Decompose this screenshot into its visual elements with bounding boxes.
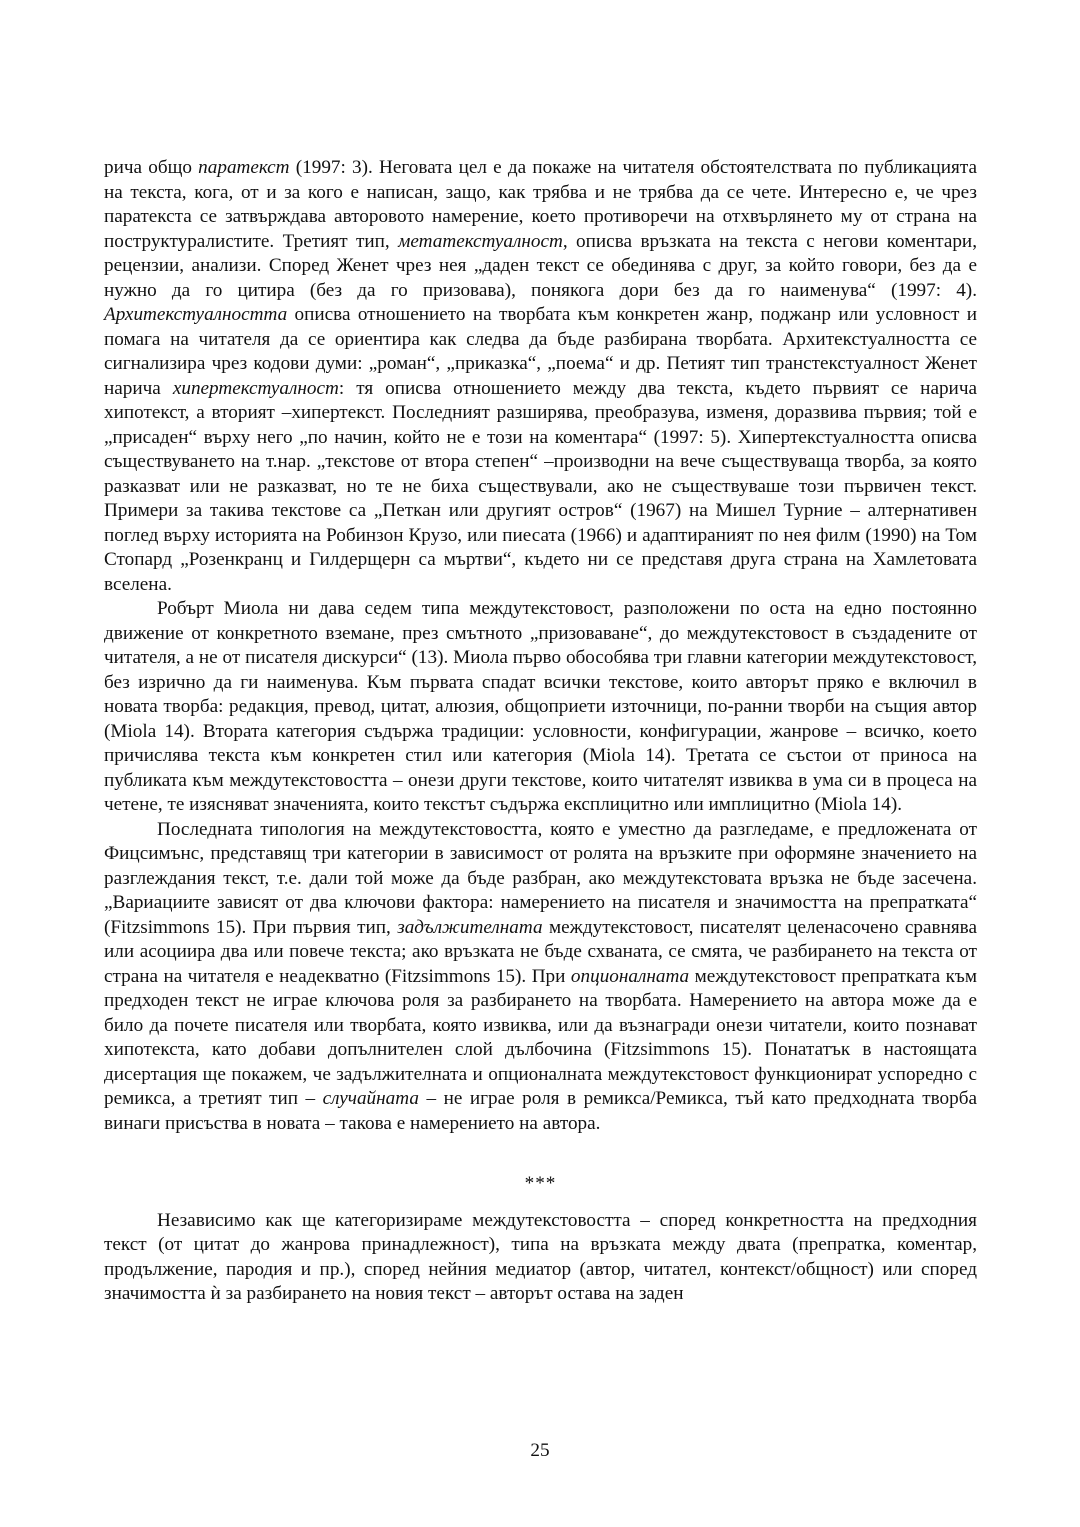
paragraph-4: Независимо как ще категоризираме междутекстовостта – според конкретността на предходния текст (от цитат до жанрова принадлежност), типа на връзката между двата (препратка, коментар, продължение, пародия и пр.), според нейния медиатор (автор, читател, контекст/общност) или според значимостта ѝ за разбирането на новия текст – авторът остава на заден [104,1209,977,1304]
italic-term: задължителната [397,916,543,938]
text-segment: междутекстовост, писателят целенасочено сравнява или асоциира два или повече текста; ако връзката не бъде схваната, се смята, че разбирането на текста от страна на читателя е неадекватно (Fitzsimmons 15). При [104,916,977,987]
italic-term: паратекст [198,157,290,178]
text-segment: описва отношението на творбата към конкретен жанр, поджанр или условност и помага на читателя да се ориентира как следва да бъде разбирана творбата. Архитекстуалността се сигнализира чрез кодови думи: „роман“, „приказка“, „поема“ и др. Петият тип транстекстуалност Женет нарича [104,304,977,399]
text-segment: междутекстовост препратката към предходен текст не играе ключова роля за разбирането на творбата. Намерението на автора може да е било да почете писателя или творбата, която извиква, или да възнагради онези читатели, които познават хипотекста, като добави допълнителен слой дълбочина (Fitzsimmons 15). Понататък в настоящата дисертация ще покажем, че задължителната и опционалната междутекстовост функционират успоредно с ремикса, а третият тип – [104,965,977,1109]
paragraph-1 [104,156,977,597]
text-segment: – не играе роля в ремикса/Ремикса, тъй като предходната творба винаги присъства в новата – такова е намерението на автора. [104,1088,977,1134]
text-segment: : тя описва отношението между два текста, където първият се нарича хипотекст, а вторият –хипертекст. Последният разширява, преобразува, изменя, доразвива първия; той е „присаден“ върху него „по начин, който не е този на коментара“ (1997: 5). Хипертекстуалността описва съществуването на т.нар. „текстове от втора степен“ –производни на вече съществуваща творба, за която разказват или не разказват, но те не биха съществували, ако не съществуваше този първичен текст. Примери за такива текстове са „Петкан или другият остров“ (1967) на Мишел Турние – алтернативен поглед върху историята на Робинзон Крузо, или пиесата (1966) и адаптираният по нея филм (1990) на Том Стопард „Розенкранц и Гилдерщерн са мъртви“, където ни се представя друга страна на Хамлетовата вселена. [104,377,977,595]
text-segment: (1997: 3). Неговата цел е да покаже на читателя обстоятелствата по публикацията на текста, кога, от и за кого е написан, защо, как трябва и не трябва да се чете. Интересно е, че чрез паратекста се затвърждава авторовото намерение, което противоречи на отхвърлянето му от страна на поструктуралистите. Третият тип, [104,157,977,252]
italic-term: случайната [322,1088,419,1109]
text-segment: , описва връзката на текста с негови коментари, рецензии, анализи. Според Женет чрез нея „даден текст се обединява с друг, за който говори, без да е нужно да го цитира (без да го призовава), понякога дори без да го наименува“ (1997: 4). [104,230,977,301]
page-body [104,156,977,1307]
italic-term: метатекстуалност [398,230,563,252]
section-separator: *** [524,1173,557,1194]
paragraph-3 [104,818,977,1137]
paragraph-2 [104,597,977,818]
text-segment: Робърт Миола ни дава седем типа междутекстовост, разположени по оста на едно постоянно движение от конкретното вземане, през смътното „призоваване“, до междутекстовост в създадените от читателя, а не от писателя дискурси“ (13). Миола първо обособява три главни категории междутекстовост, без изрично да ги наименува. Към първата спадат всички текстове, които авторът пряко е включил в новата творба: редакция, превод, цитат, алюзия, общоприети източници, по-ранни творби на същия автор (Miola 14). Втората категория съдържа традиции: условности, конфигурации, жанрове – всичко, което причислява текста към конкретен стил или категория (Miola 14). Третата се състои от приноса на публиката към междутекстовостта – онези други текстове, които читателят извиква в ума си в процеса на четене, те изясняват значенията, които текстът съдържа експлицитно или имплицитно (Miola 14). [104,598,977,815]
italic-term: Архитекстуалността [104,304,288,325]
italic-term: хипертекстуалност [172,377,339,399]
text-segment: рича общо [104,157,199,178]
page-number: 25 [530,1440,550,1461]
italic-term: опционалната [570,965,690,987]
text-segment: Последната типология на междутекстовостта, която е уместно да разгледаме, е предложената от Фицсимънс, представящ три категории в зависимост от ролята на връзките при оформяне значението на разглеждания текст, т.е. дали той може да бъде разбран, ако междутекстовата връзка не бъде засечена. „Вариациите зависят от два ключови фактора: намерението на писателя и значимостта на препратката“ (Fitzsimmons 15). При първия тип, [104,818,977,938]
